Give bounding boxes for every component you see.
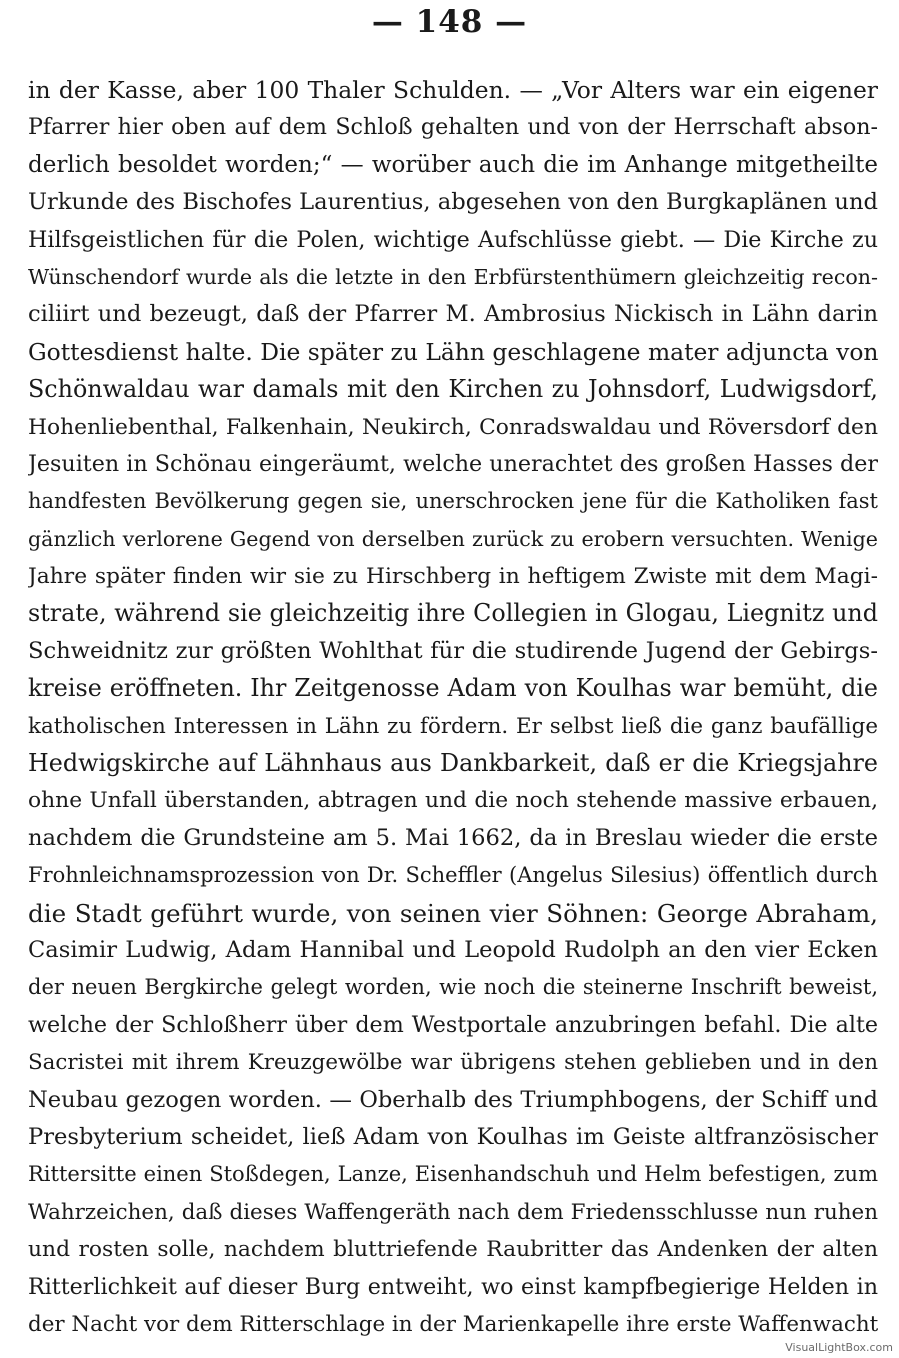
text-line: Schweidnitz zur größten Wohlthat für die studirende Jugend der Gebirgs- xyxy=(28,637,878,664)
text-line: Pfarrer hier oben auf dem Schloß gehalten und von der Herrschaft abson- xyxy=(28,114,878,141)
watermark-text: VisualLightBox.com xyxy=(785,1341,893,1354)
text-line: Gottesdienst halte. Die später zu Lähn geschlagene mater adjuncta von xyxy=(28,337,878,366)
text-line: derlich besoldet worden;“ — worüber auch die im Anhange mitgetheilte xyxy=(28,151,878,178)
text-line: handfesten Bevölkerung gegen sie, unerschrocken jene für die Katholiken fast xyxy=(28,489,878,514)
text-line: Schönwaldau war damals mit den Kirchen zu Johnsdorf, Ludwigsdorf, xyxy=(28,375,878,404)
text-line: Wahrzeichen, daß dieses Waffengeräth nach dem Friedensschlusse nun ruhen xyxy=(28,1199,878,1225)
text-line: welche der Schloßherr über dem Westportale anzubringen befahl. Die alte xyxy=(28,1011,878,1038)
text-line: die Stadt geführt wurde, von seinen vier Söhnen: George Abraham, xyxy=(28,898,878,928)
text-line: Jahre später finden wir sie zu Hirschberg in heftigem Zwiste mit dem Magi- xyxy=(28,564,878,590)
text-line: ohne Unfall überstanden, abtragen und die noch stehende massive erbauen, xyxy=(28,788,878,814)
text-line: und rosten solle, nachdem bluttriefende Raubritter das Andenken der alten xyxy=(28,1237,878,1263)
text-line: Hohenliebenthal, Falkenhain, Neukirch, Conradswaldau und Röversdorf den xyxy=(28,414,878,440)
text-line: Urkunde des Bischofes Laurentius, abgesehen von den Burgkaplänen und xyxy=(28,189,878,216)
text-line: strate, während sie gleichzeitig ihre Collegien in Glogau, Liegnitz und xyxy=(28,599,878,628)
text-line: Presbyterium scheidet, ließ Adam von Koulhas im Geiste altfranzösischer xyxy=(28,1123,878,1150)
text-line: der neuen Bergkirche gelegt worden, wie noch die steinerne Inschrift beweist, xyxy=(28,975,878,1000)
text-line: Casimir Ludwig, Adam Hannibal und Leopold Rudolph an den vier Ecken xyxy=(28,936,878,963)
page-number-header: — 148 — xyxy=(371,4,528,40)
text-line: ciliirt und bezeugt, daß der Pfarrer M. Ambrosius Nickisch in Lähn darin xyxy=(28,301,878,328)
text-line: in der Kasse, aber 100 Thaler Schulden. — „Vor Alters war ein eigener xyxy=(28,76,878,104)
text-line: Sacristei mit ihrem Kreuzgewölbe war übrigens stehen geblieben und in den xyxy=(28,1050,878,1076)
text-line: der Nacht vor dem Ritterschlage in der Marienkapelle ihre erste Waffenwacht xyxy=(28,1311,878,1337)
body-text xyxy=(28,72,878,1343)
text-line: Frohnleichnamsprozession von Dr. Scheffler (Angelus Silesius) öffentlich durch xyxy=(28,863,878,888)
text-line: katholischen Interessen in Lähn zu fördern. Er selbst ließ die ganz baufällige xyxy=(28,713,878,739)
text-line: gänzlich verlorene Gegend von derselben zurück zu erobern versuchten. Wenige xyxy=(28,526,878,551)
text-line: Jesuiten in Schönau eingeräumt, welche unerachtet des großen Hasses der xyxy=(28,450,878,477)
text-line: Hedwigskirche auf Lähnhaus aus Dankbarkeit, daß er die Kriegsjahre xyxy=(28,749,878,778)
text-line: Ritterlichkeit auf dieser Burg entweiht, wo einst kampfbegierige Helden in xyxy=(28,1273,878,1300)
text-line: Rittersitte einen Stoßdegen, Lanze, Eisenhandschuh und Helm befestigen, zum xyxy=(28,1162,878,1187)
text-line: Wünschendorf wurde als die letzte in den Erbfürstenthümern gleichzeitig recon- xyxy=(28,264,878,289)
text-line: kreise eröffneten. Ihr Zeitgenosse Adam von Koulhas war bemüht, die xyxy=(28,674,878,703)
text-line: Hilfsgeistlichen für die Polen, wichtige Aufschlüsse giebt. — Die Kirche zu xyxy=(28,226,878,253)
text-line: nachdem die Grundsteine am 5. Mai 1662, da in Breslau wieder die erste xyxy=(28,824,878,851)
text-line: Neubau gezogen worden. — Oberhalb des Triumphbogens, der Schiff und xyxy=(28,1086,878,1113)
